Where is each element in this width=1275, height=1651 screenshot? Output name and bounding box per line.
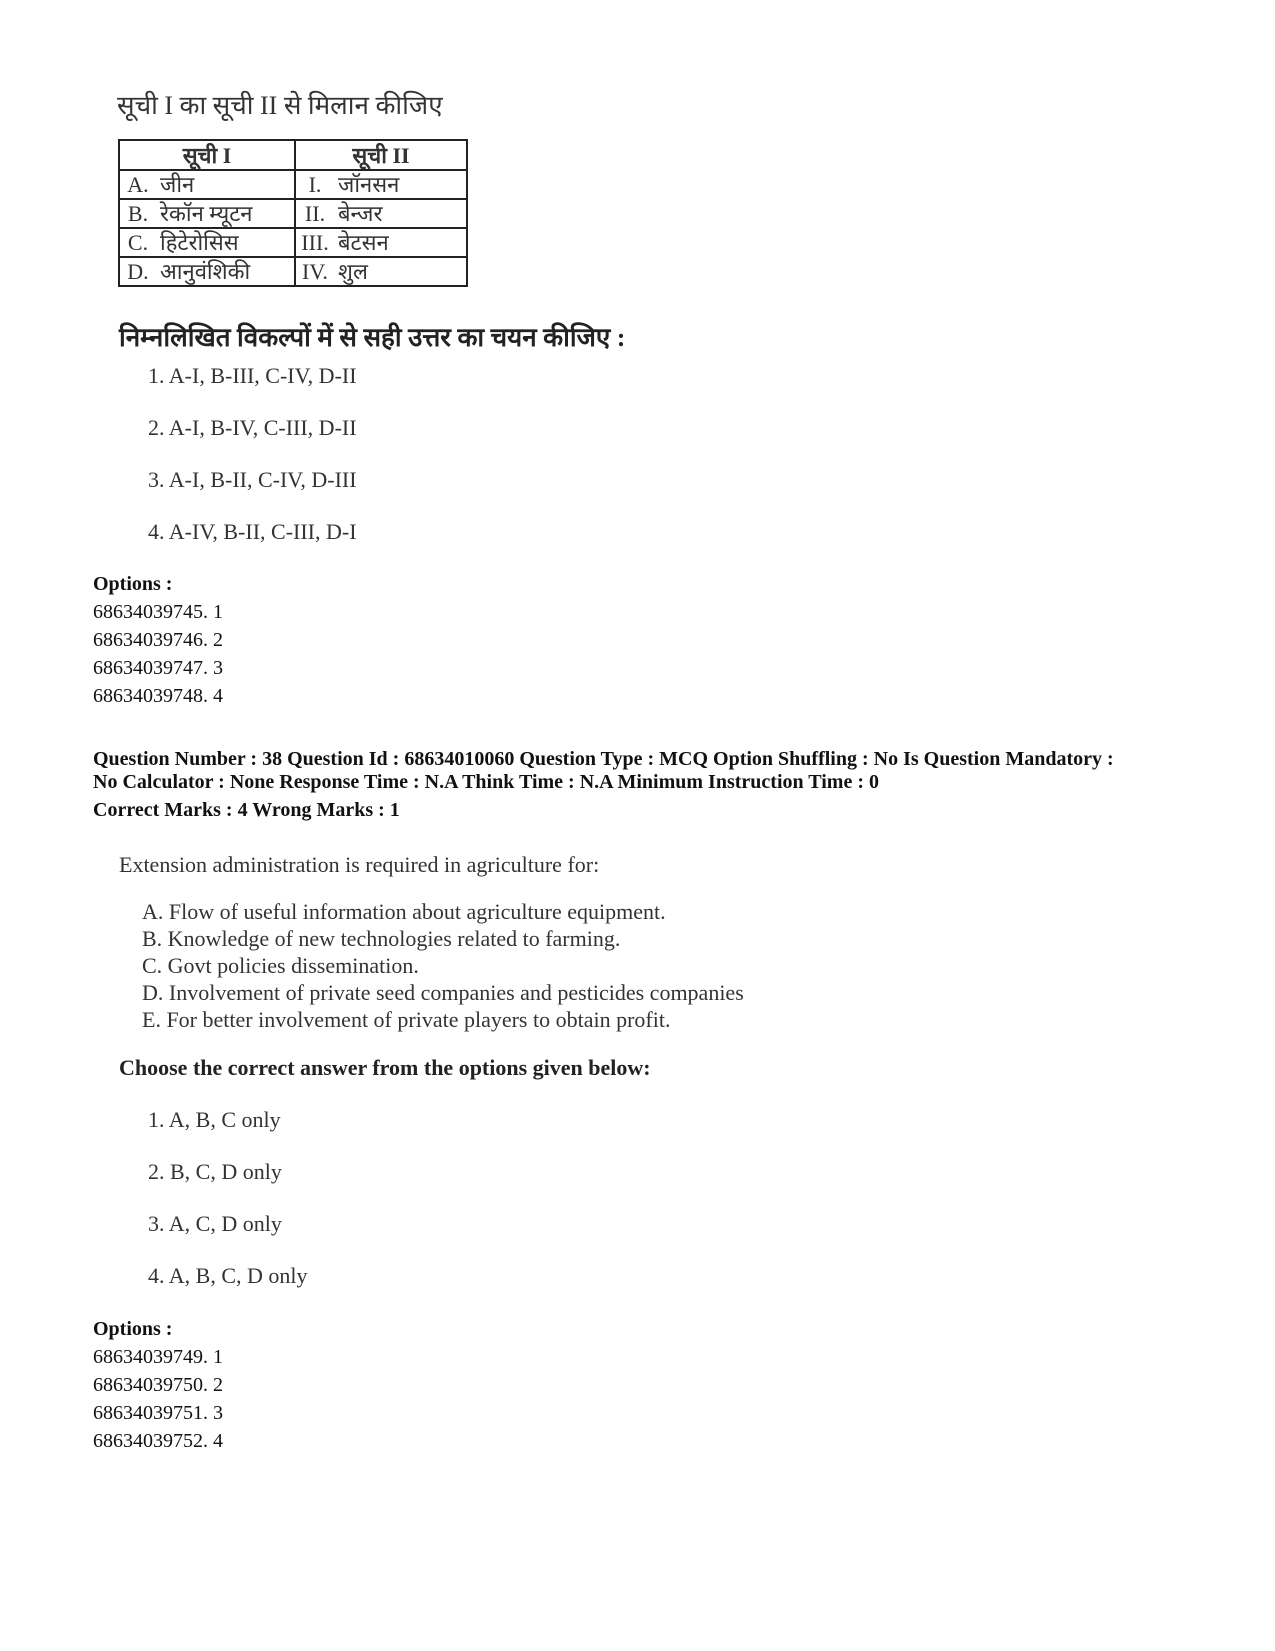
row-label: IV. [295,257,334,286]
choice-item: 4. A-IV, B-II, C-III, D-I [148,519,357,544]
q38-stem: Extension administration is required in agriculture for: [119,852,600,877]
option-id: 68634039747. 3 [93,657,223,679]
row-label: II. [295,199,334,228]
row-text: बेन्जर [334,199,467,228]
row-text: बेटसन [334,228,467,257]
choice-item: 4. A, B, C, D only [148,1263,308,1288]
row-text: जीन [156,170,295,199]
list2-header: सूची II [295,140,467,170]
option-id: 68634039752. 4 [93,1430,223,1452]
choice-item: 2. A-I, B-IV, C-III, D-II [148,415,357,440]
table-row [119,199,467,228]
option-id: 68634039746. 2 [93,629,223,651]
row-label: C. [119,228,156,257]
q38-marks: Correct Marks : 4 Wrong Marks : 1 [93,799,400,821]
row-text: हिटेरोसिस [156,228,295,257]
option-id: 68634039751. 3 [93,1402,223,1424]
choice-item: 1. A-I, B-III, C-IV, D-II [148,363,357,388]
row-label: B. [119,199,156,228]
row-text: आनुवंशिकी [156,257,295,286]
q38-statements [142,898,744,1033]
option-id: 68634039750. 2 [93,1374,223,1396]
q38-meta-line1: Question Number : 38 Question Id : 68634010060 Question Type : MCQ Option Shuffling : No Is Question Mandatory : [93,748,1114,770]
row-label: D. [119,257,156,286]
row-text: शुल [334,257,467,286]
choice-item: 1. A, B, C only [148,1107,281,1132]
table-row [119,170,467,199]
match-table [118,139,468,287]
option-id: 68634039745. 1 [93,601,223,623]
row-text: रेकॉन म्यूटन [156,199,295,228]
choice-item: 3. A-I, B-II, C-IV, D-III [148,467,357,492]
row-text: जॉनसन [334,170,467,199]
q37-choices [148,350,357,558]
row-label: III. [295,228,334,257]
choice-item: 3. A, C, D only [148,1211,282,1236]
table-row [119,257,467,286]
q37-title: सूची I का सूची II से मिलान कीजिए [117,91,443,120]
row-label: A. [119,170,156,199]
row-label: I. [295,170,334,199]
statement-item: E. For better involvement of private players to obtain profit. [142,1007,671,1032]
statement-item: B. Knowledge of new technologies related to farming. [142,926,621,951]
q38-choices [148,1094,308,1302]
choice-item: 2. B, C, D only [148,1159,282,1184]
option-id: 68634039749. 1 [93,1346,223,1368]
statement-item: C. Govt policies dissemination. [142,953,419,978]
q37-options-label: Options : [93,573,173,595]
option-id: 68634039748. 4 [93,685,223,707]
statement-item: D. Involvement of private seed companies and pesticides companies [142,980,744,1005]
statement-item: A. Flow of useful information about agriculture equipment. [142,899,666,924]
q38-meta-line2: No Calculator : None Response Time : N.A Think Time : N.A Minimum Instruction Time : 0 [93,771,879,793]
q37-instruction: निम्नलिखित विकल्पों में से सही उत्तर का चयन कीजिए : [119,323,626,352]
list1-header: सूची I [119,140,295,170]
q38-options-label: Options : [93,1318,173,1340]
q38-instruction: Choose the correct answer from the options given below: [119,1055,651,1080]
table-row [119,228,467,257]
table-header-row [119,140,467,170]
